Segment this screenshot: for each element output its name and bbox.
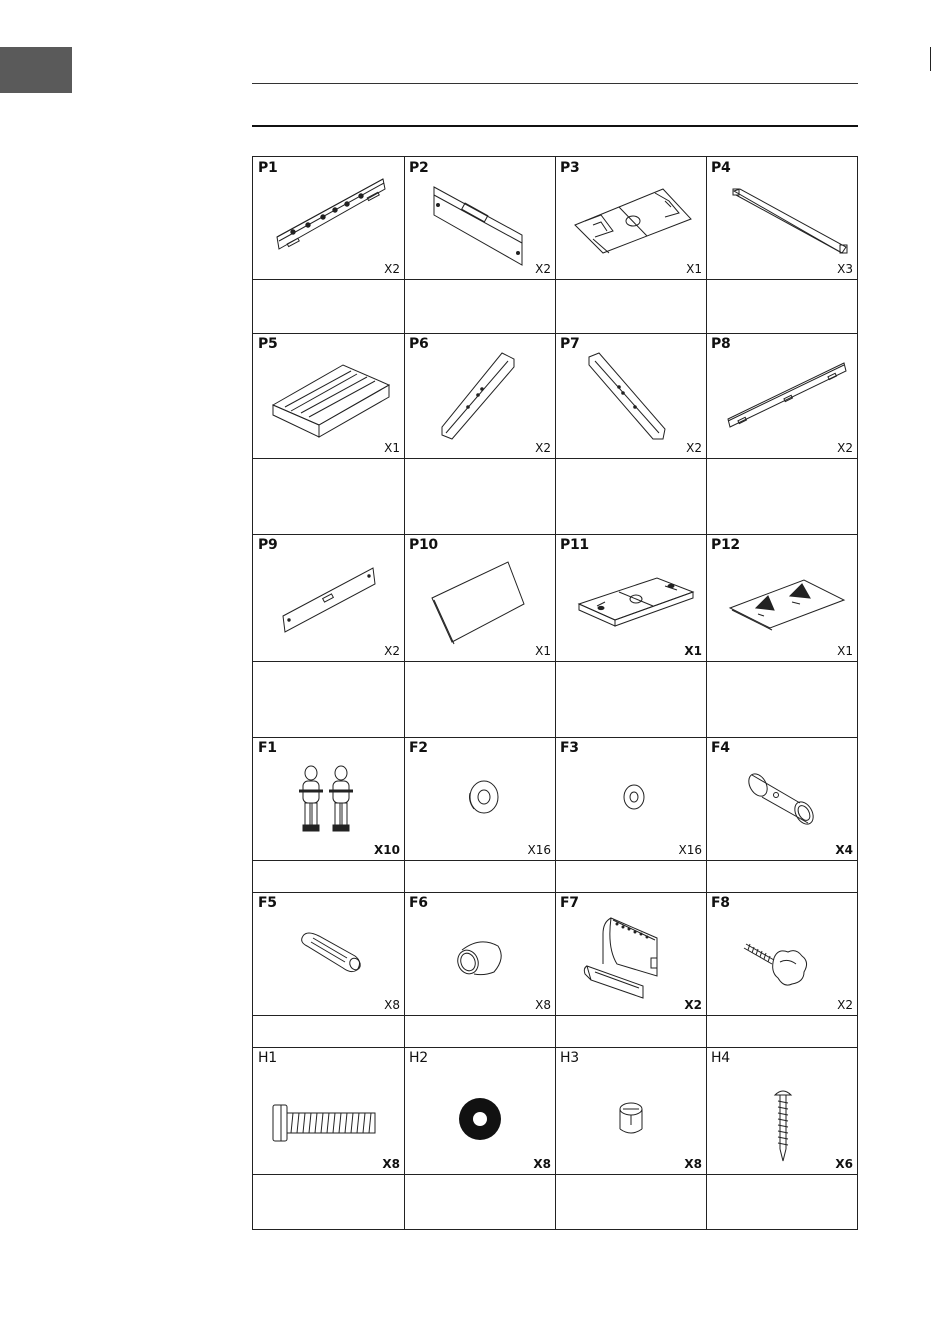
rubber-washer-icon	[458, 1097, 502, 1141]
part-code: H2	[409, 1050, 428, 1066]
header-rule-top	[252, 83, 858, 84]
table-frame-icon	[271, 359, 393, 439]
part-cell	[404, 333, 555, 458]
section-tab	[0, 47, 72, 93]
part-cell	[706, 892, 857, 1015]
part-code: F2	[409, 740, 428, 756]
part-cell	[555, 534, 706, 661]
goal-box-icon	[581, 914, 665, 1004]
bolt-icon	[271, 1101, 379, 1145]
part-quantity: X16	[527, 843, 551, 857]
part-quantity: X1	[686, 262, 702, 276]
part-cell	[706, 333, 857, 458]
part-cell	[555, 333, 706, 458]
board-sheet-icon	[430, 560, 526, 644]
row-divider	[253, 661, 857, 662]
row-divider	[253, 279, 857, 280]
part-code: P6	[409, 336, 429, 352]
part-code: P11	[560, 537, 589, 553]
part-quantity: X2	[384, 262, 400, 276]
part-cell	[253, 333, 404, 458]
part-cell	[404, 157, 555, 279]
part-quantity: X3	[837, 262, 853, 276]
part-quantity: X2	[837, 998, 853, 1012]
part-code: P5	[258, 336, 278, 352]
part-quantity: X8	[384, 998, 400, 1012]
leg-left-icon	[438, 351, 518, 441]
parts-table	[252, 156, 858, 1230]
part-code: P1	[258, 160, 278, 176]
part-quantity: X4	[835, 843, 853, 857]
part-quantity: X8	[382, 1157, 400, 1171]
part-code: F1	[258, 740, 277, 756]
part-cell	[555, 892, 706, 1015]
long-panel-icon	[726, 359, 848, 431]
barrel-nut-icon	[617, 1101, 645, 1137]
part-quantity: X2	[837, 441, 853, 455]
part-code: P8	[711, 336, 731, 352]
part-quantity: X2	[686, 441, 702, 455]
part-code: P9	[258, 537, 278, 553]
thumb-screw-icon	[744, 938, 814, 990]
part-code: H3	[560, 1050, 579, 1066]
part-quantity: X8	[535, 998, 551, 1012]
edge-mark	[930, 47, 931, 71]
part-cell	[555, 1047, 706, 1174]
part-code: F8	[711, 895, 730, 911]
part-cell	[706, 1047, 857, 1174]
part-cell	[253, 1047, 404, 1174]
support-bar-icon	[732, 187, 850, 257]
part-quantity: X8	[684, 1157, 702, 1171]
part-cell	[555, 157, 706, 279]
part-quantity: X2	[384, 644, 400, 658]
leg-right-icon	[585, 351, 669, 443]
part-quantity: X1	[535, 644, 551, 658]
part-quantity: X2	[535, 262, 551, 276]
part-code: P4	[711, 160, 731, 176]
part-quantity: X2	[684, 998, 702, 1012]
part-cell	[253, 534, 404, 661]
part-quantity: X8	[533, 1157, 551, 1171]
header-rule-bottom	[252, 125, 858, 127]
part-code: F6	[409, 895, 428, 911]
part-code: F5	[258, 895, 277, 911]
part-quantity: X1	[684, 644, 702, 658]
part-code: F7	[560, 895, 579, 911]
part-cell	[706, 534, 857, 661]
part-code: H4	[711, 1050, 730, 1066]
playfield-board-icon	[577, 574, 695, 634]
wood-screw-icon	[774, 1089, 792, 1163]
part-code: F3	[560, 740, 579, 756]
part-cell	[404, 892, 555, 1015]
row-divider	[253, 1174, 857, 1175]
row-divider	[253, 458, 857, 459]
bumper-ring-icon	[466, 779, 500, 815]
part-quantity: X1	[384, 441, 400, 455]
washer-icon	[621, 783, 647, 811]
part-code: P12	[711, 537, 740, 553]
part-quantity: X1	[837, 644, 853, 658]
part-cell	[404, 534, 555, 661]
short-panel-icon	[281, 566, 377, 644]
playfield-sheet-icon	[573, 187, 693, 257]
player-figures-icon	[297, 765, 357, 837]
part-cell	[706, 157, 857, 279]
part-cell	[253, 157, 404, 279]
part-cell	[253, 737, 404, 860]
part-quantity: X16	[678, 843, 702, 857]
part-code: P2	[409, 160, 429, 176]
part-cell	[404, 1047, 555, 1174]
part-code: P7	[560, 336, 580, 352]
end-cap-icon	[454, 936, 506, 978]
row-divider	[253, 1015, 857, 1016]
handle-grip-icon	[299, 928, 365, 978]
row-divider	[253, 860, 857, 861]
part-quantity: X6	[835, 1157, 853, 1171]
part-cell	[555, 737, 706, 860]
part-code: F4	[711, 740, 730, 756]
end-panel-with-slot-icon	[432, 185, 527, 270]
part-cell	[404, 737, 555, 860]
part-cell	[706, 737, 857, 860]
game-board-icon	[728, 578, 846, 634]
tube-sleeve-icon	[746, 769, 816, 829]
part-cell	[253, 892, 404, 1015]
part-quantity: X10	[374, 843, 400, 857]
part-code: P10	[409, 537, 438, 553]
part-quantity: X2	[535, 441, 551, 455]
part-code: P3	[560, 160, 580, 176]
part-code: H1	[258, 1050, 277, 1066]
side-rail-with-holes-icon	[273, 175, 393, 260]
